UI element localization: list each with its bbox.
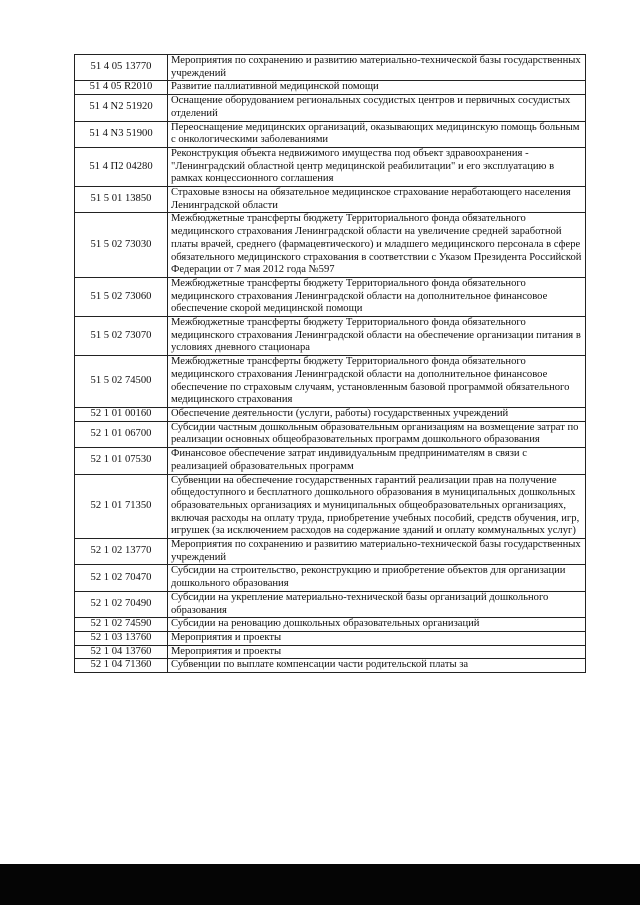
- target-article-description: Развитие паллиативной медицинской помощи: [168, 81, 586, 95]
- target-article-code: 52 1 02 70470: [75, 565, 168, 591]
- target-article-code: 52 1 02 74590: [75, 618, 168, 632]
- target-article-code: 52 1 03 13760: [75, 631, 168, 645]
- table-row: [75, 317, 586, 356]
- target-article-description: Переоснащение медицинских организаций, оказывающих медицинскую помощь больным с онкологическими заболеваниями: [168, 121, 586, 147]
- target-article-description: Субсидии частным дошкольным образовательным организациям на возмещение затрат по реализации основных общеобразовательных программ дошкольного образования: [168, 421, 586, 447]
- target-article-description: Субвенции на обеспечение государственных гарантий реализации прав на получение общедоступного и бесплатного дошкольного образования в муниципальных дошкольных образовательных организациях и муниципальных общеобразовательных организациях, включая расходы на оплату труда, приобретение учебных пособий, средств обучения, игр, игрушек (за исключением расходов на содержание зданий и оплату коммунальных услуг): [168, 474, 586, 539]
- target-article-description: Субсидии на укрепление материально-технической базы организаций дошкольного образования: [168, 591, 586, 617]
- target-article-code: 52 1 01 07530: [75, 448, 168, 474]
- table-row: [75, 95, 586, 121]
- scan-bottom-border: [0, 864, 640, 905]
- target-article-code: 52 1 04 13760: [75, 645, 168, 659]
- target-article-code: 52 1 01 06700: [75, 421, 168, 447]
- target-article-code: 52 1 01 00160: [75, 407, 168, 421]
- target-article-code: 51 4 N2 51920: [75, 95, 168, 121]
- table-row: [75, 645, 586, 659]
- target-article-code: 52 1 02 13770: [75, 539, 168, 565]
- target-article-code: 51 4 П2 04280: [75, 147, 168, 186]
- target-article-description: Оснащение оборудованием региональных сосудистых центров и первичных сосудистых отделений: [168, 95, 586, 121]
- table-row: [75, 187, 586, 213]
- table-row: [75, 356, 586, 408]
- target-article-description: Мероприятия и проекты: [168, 645, 586, 659]
- table-row: [75, 565, 586, 591]
- target-article-code: 52 1 04 71360: [75, 659, 168, 673]
- target-article-description: Обеспечение деятельности (услуги, работы) государственных учреждений: [168, 407, 586, 421]
- target-article-code: 51 5 01 13850: [75, 187, 168, 213]
- target-article-description: Реконструкция объекта недвижимого имущества под объект здравоохранения - "Ленинградский областной центр медицинской реабилитации" и его эксплуатацию в рамках концессионного соглашения: [168, 147, 586, 186]
- table-row: [75, 421, 586, 447]
- target-article-code: 52 1 01 71350: [75, 474, 168, 539]
- target-article-description: Страховые взносы на обязательное медицинское страхование неработающего населения Ленинградской области: [168, 187, 586, 213]
- table-row: [75, 55, 586, 81]
- target-article-description: Финансовое обеспечение затрат индивидуальным предпринимателям в связи с реализацией образовательных программ: [168, 448, 586, 474]
- table-row: [75, 81, 586, 95]
- target-article-code: 51 5 02 74500: [75, 356, 168, 408]
- budget-classification-table: [74, 54, 586, 673]
- table-row: [75, 448, 586, 474]
- table-row: [75, 659, 586, 673]
- target-article-description: Межбюджетные трансферты бюджету Территориального фонда обязательного медицинского страхования Ленинградской области на дополнительное финансовое обеспечение скорой медицинской помощи: [168, 277, 586, 316]
- table-row: [75, 213, 586, 278]
- table-row: [75, 277, 586, 316]
- target-article-description: Мероприятия и проекты: [168, 631, 586, 645]
- table-row: [75, 474, 586, 539]
- table-row: [75, 407, 586, 421]
- target-article-code: 51 5 02 73060: [75, 277, 168, 316]
- table-row: [75, 591, 586, 617]
- target-article-code: 52 1 02 70490: [75, 591, 168, 617]
- target-article-description: Субсидии на строительство, реконструкцию и приобретение объектов для организации дошкольного образования: [168, 565, 586, 591]
- table-row: [75, 147, 586, 186]
- target-article-code: 51 5 02 73070: [75, 317, 168, 356]
- target-article-code: 51 5 02 73030: [75, 213, 168, 278]
- target-article-description: Межбюджетные трансферты бюджету Территориального фонда обязательного медицинского страхования Ленинградской области на дополнительное финансовое обеспечение по страховым случаям, установленным базовой программой обязательного медицинского страхования: [168, 356, 586, 408]
- target-article-description: Субвенции по выплате компенсации части родительской платы за: [168, 659, 586, 673]
- target-article-code: 51 4 N3 51900: [75, 121, 168, 147]
- target-article-description: Мероприятия по сохранению и развитию материально-технической базы государственных учреждений: [168, 55, 586, 81]
- target-article-description: Межбюджетные трансферты бюджету Территориального фонда обязательного медицинского страхования Ленинградской области на обеспечение организации питания в условиях дневного стационара: [168, 317, 586, 356]
- target-article-description: Межбюджетные трансферты бюджету Территориального фонда обязательного медицинского страхования Ленинградской области на увеличение средней заработной платы врачей, среднего (фармацевтического) и младшего медицинского персонала в сфере обязательного медицинского страхования в соответствии с Указом Президента Российской Федерации от 7 мая 2012 года №597: [168, 213, 586, 278]
- table-body: [75, 55, 586, 673]
- target-article-code: 51 4 05 R2010: [75, 81, 168, 95]
- table-row: [75, 539, 586, 565]
- table-row: [75, 631, 586, 645]
- table-row: [75, 618, 586, 632]
- target-article-description: Мероприятия по сохранению и развитию материально-технической базы государственных учреждений: [168, 539, 586, 565]
- target-article-description: Субсидии на реновацию дошкольных образовательных организаций: [168, 618, 586, 632]
- table-row: [75, 121, 586, 147]
- target-article-code: 51 4 05 13770: [75, 55, 168, 81]
